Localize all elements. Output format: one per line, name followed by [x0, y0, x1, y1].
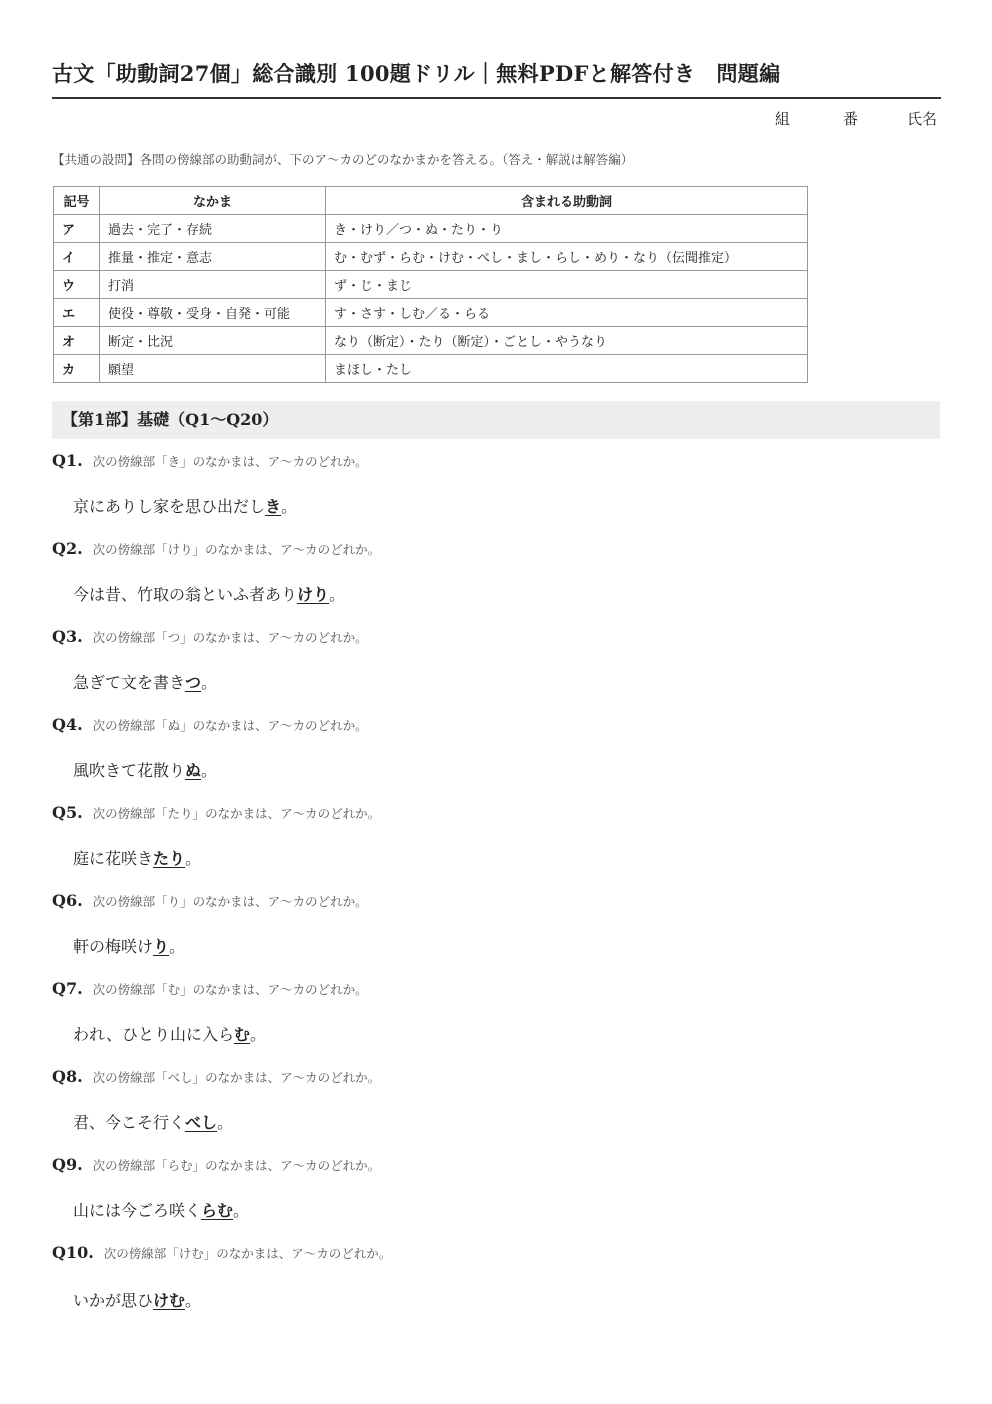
underlined-target: けり [297, 585, 330, 604]
underlined-target: けむ [153, 1291, 186, 1310]
question-number: Q9. [52, 1155, 83, 1174]
title-divider [52, 97, 941, 99]
question-number: Q3. [52, 627, 83, 646]
question-number: Q2. [52, 539, 83, 558]
question-number: Q6. [52, 891, 83, 910]
sentence-end: 。 [217, 1113, 234, 1132]
row-auxiliaries: なり（断定）・たり（断定）・ごとし・やうなり [326, 327, 808, 355]
question-prompt: 次の傍線部「む」のなかまは、ア〜カのどれか。 [92, 982, 368, 997]
sentence-end: 。 [185, 849, 202, 868]
sentence-end: 。 [329, 585, 346, 604]
question-line [52, 891, 368, 910]
question-sentence [73, 582, 345, 605]
sentence-end: 。 [201, 761, 218, 780]
question-prompt: 次の傍線部「たり」のなかまは、ア〜カのどれか。 [92, 806, 381, 821]
page-title: 古文「助動詞27個」総合識別 100題ドリル｜無料PDFと解答付き 問題編 [52, 61, 781, 86]
section-heading: 【第1部】基礎（Q1〜Q20） [52, 401, 940, 439]
question-sentence [73, 1022, 266, 1045]
underlined-target: む [233, 1025, 250, 1044]
table-header-group: なかま [100, 187, 326, 215]
question-sentence [73, 758, 217, 781]
underlined-target: ぬ [185, 761, 202, 780]
question-sentence [73, 494, 297, 517]
underlined-target: り [153, 937, 170, 956]
row-symbol: イ [54, 243, 100, 271]
row-symbol: エ [54, 299, 100, 327]
row-group: 断定・比況 [100, 327, 326, 355]
question-line [52, 803, 380, 822]
question-sentence [73, 934, 185, 957]
question-number: Q7. [52, 979, 83, 998]
table-row [54, 327, 808, 355]
question-line [52, 627, 368, 646]
question-prompt: 次の傍線部「けり」のなかまは、ア〜カのどれか。 [92, 542, 381, 557]
row-symbol: カ [54, 355, 100, 383]
row-group: 使役・尊敬・受身・自発・可能 [100, 299, 326, 327]
row-auxiliaries: ず・じ・まじ [326, 271, 808, 299]
question-number: Q8. [52, 1067, 83, 1086]
question-prompt: 次の傍線部「らむ」のなかまは、ア〜カのどれか。 [92, 1158, 381, 1173]
row-group: 過去・完了・存続 [100, 215, 326, 243]
table-row [54, 243, 808, 271]
row-symbol: ア [54, 215, 100, 243]
row-auxiliaries: す・さす・しむ／る・らる [326, 299, 808, 327]
row-auxiliaries: む・むず・らむ・けむ・べし・まし・らし・めり・なり（伝聞推定） [326, 243, 808, 271]
question-sentence [73, 1110, 233, 1133]
question-line [52, 1155, 380, 1174]
row-symbol: ウ [54, 271, 100, 299]
sentence-end: 。 [281, 497, 298, 516]
sentence-end: 。 [233, 1201, 250, 1220]
table-row [54, 215, 808, 243]
sentence-text: いかが思ひ [73, 1291, 154, 1310]
question-prompt: 次の傍線部「き」のなかまは、ア〜カのどれか。 [92, 454, 368, 469]
row-auxiliaries: き・けり／つ・ぬ・たり・り [326, 215, 808, 243]
sentence-end: 。 [185, 1291, 202, 1310]
question-line [52, 1067, 380, 1086]
row-group: 打消 [100, 271, 326, 299]
underlined-target: つ [185, 673, 202, 692]
question-number: Q10. [52, 1243, 94, 1262]
question-line [52, 715, 368, 734]
sentence-text: 山には今ごろ咲く [73, 1201, 202, 1220]
row-group: 願望 [100, 355, 326, 383]
sentence-text: 風吹きて花散り [73, 761, 186, 780]
sentence-text: 軒の梅咲け [73, 937, 154, 956]
question-line [52, 451, 368, 470]
question-sentence [73, 846, 201, 869]
table-header-symbol: 記号 [54, 187, 100, 215]
question-number: Q5. [52, 803, 83, 822]
question-line [52, 539, 380, 558]
auxiliary-verb-reference-table [53, 186, 808, 383]
underlined-target: たり [153, 849, 186, 868]
question-prompt: 次の傍線部「べし」のなかまは、ア〜カのどれか。 [92, 1070, 381, 1085]
sentence-text: 君、今こそ行く [73, 1113, 186, 1132]
sentence-end: 。 [249, 1025, 266, 1044]
sentence-text: 庭に花咲き [73, 849, 154, 868]
table-row [54, 355, 808, 383]
table-header-auxiliaries: 含まれる助動詞 [326, 187, 808, 215]
question-prompt: 次の傍線部「り」のなかまは、ア〜カのどれか。 [92, 894, 368, 909]
name-field-label: 氏名 [907, 110, 938, 128]
row-auxiliaries: まほし・たし [326, 355, 808, 383]
question-prompt: 次の傍線部「ぬ」のなかまは、ア〜カのどれか。 [92, 718, 368, 733]
sentence-text: 急ぎて文を書き [73, 673, 186, 692]
sentence-end: 。 [169, 937, 186, 956]
sentence-end: 。 [201, 673, 218, 692]
table-row [54, 299, 808, 327]
question-number: Q4. [52, 715, 83, 734]
question-prompt: 次の傍線部「けむ」のなかまは、ア〜カのどれか。 [103, 1246, 392, 1261]
table-header-row [54, 187, 808, 215]
question-sentence [73, 1198, 249, 1221]
underlined-target: らむ [201, 1201, 234, 1220]
class-field-label: 組 [775, 110, 791, 128]
sentence-text: われ、ひとり山に入ら [73, 1025, 234, 1044]
question-line [52, 979, 368, 998]
underlined-target: べし [185, 1113, 218, 1132]
number-field-label: 番 [843, 110, 859, 128]
question-line [52, 1243, 391, 1262]
common-question: 【共通の設問】各問の傍線部の助動詞が、下のア〜カのどのなかまかを答える。（答え・解説は解答編） [52, 152, 634, 167]
sentence-text: 京にありし家を思ひ出だし [73, 497, 266, 516]
table-row [54, 271, 808, 299]
underlined-target: き [265, 497, 282, 516]
question-sentence [73, 670, 217, 693]
row-group: 推量・推定・意志 [100, 243, 326, 271]
question-prompt: 次の傍線部「つ」のなかまは、ア〜カのどれか。 [92, 630, 368, 645]
row-symbol: オ [54, 327, 100, 355]
question-sentence [73, 1288, 201, 1311]
question-number: Q1. [52, 451, 83, 470]
sentence-text: 今は昔、竹取の翁といふ者あり [73, 585, 298, 604]
